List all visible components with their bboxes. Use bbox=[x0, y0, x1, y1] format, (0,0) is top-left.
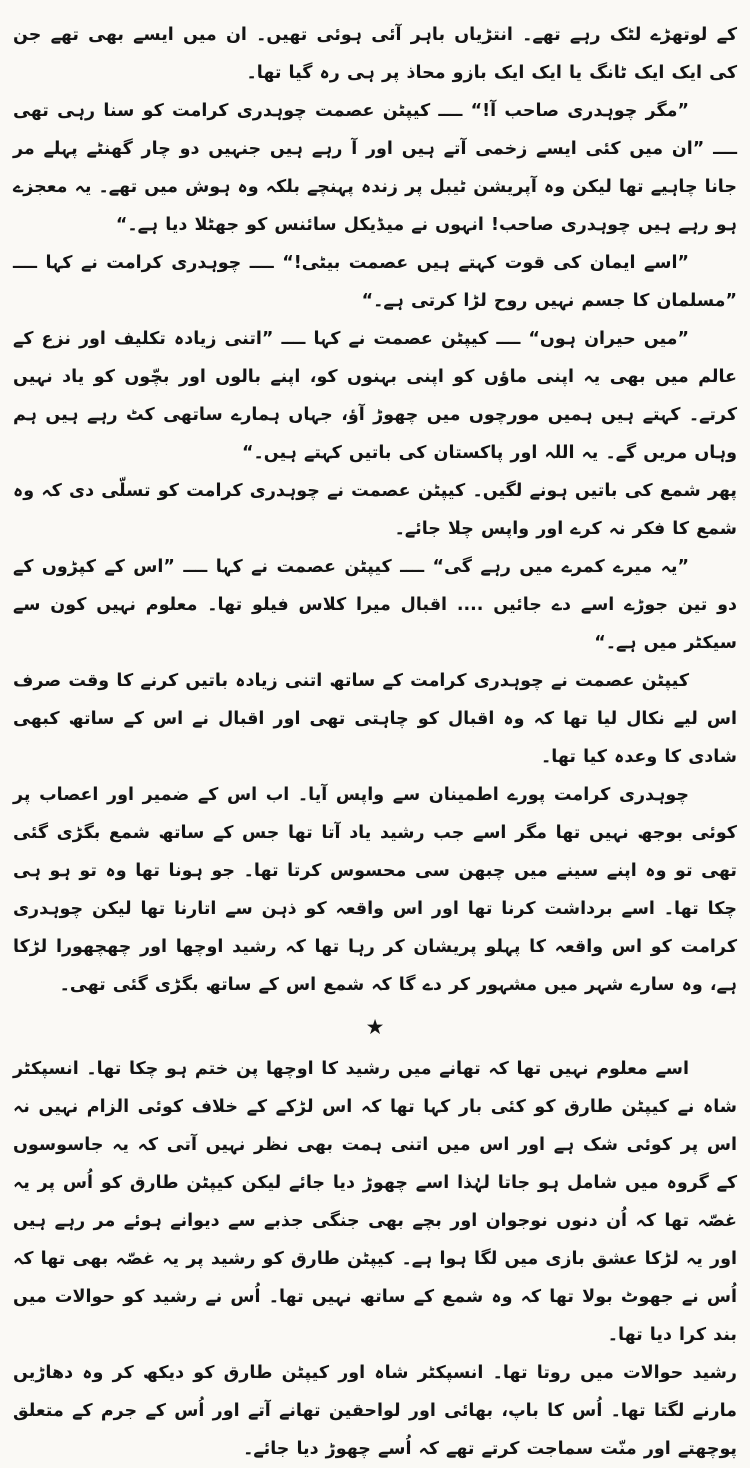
paragraph: اسے معلوم نہیں تھا کہ تھانے میں رشید کا اوچھا پن ختم ہو چکا تھا۔ انسپکٹر شاہ نے کیپٹن طارق کو کئی بار کہا تھا کہ اس لڑکے کے خلاف کوئی الزام نہیں نہ اس پر کوئی شک ہے اور اس میں اتنی ہمت بھی نظر نہیں آتی کہ یہ جاسوسوں کے گروہ میں شامل ہو جاتا لہٰذا اسے چھوڑ دیا جائے لیکن کیپٹن طارق کو اُس پر یہ غصّہ تھا کہ اُن دنوں نوجوان اور بچے بھی جنگی جذبے سے دیوانے ہوئے مر رہے ہیں اور یہ لڑکا عشق بازی میں لگا ہوا ہے۔ کیپٹن طارق کو رشید پر یہ غصّہ بھی تھا کہ اُس نے جھوٹ بولا تھا کہ وہ شمع کے ساتھ نہیں تھا۔ اُس نے رشید کو حوالات میں بند کرا دیا تھا۔ bbox=[13, 1059, 737, 1345]
paragraph: کے لوتھڑے لٹک رہے تھے۔ انتڑیاں باہر آئی ہوئی تھیں۔ ان میں ایسے بھی تھے جن کی ایک ایک ٹانگ یا ایک ایک بازو محاذ پر ہی رہ گیا تھا۔ bbox=[13, 25, 737, 83]
paragraph: ”یہ میرے کمرے میں رہے گی“ ــــ کیپٹن عصمت نے کہا ــــ ”اس کے کپڑوں کے دو تین جوڑے اسے دے جائیں .... اقبال میرا کلاس فیلو تھا۔ معلوم نہیں کون سے سیکٹر میں ہے۔“ bbox=[13, 557, 737, 653]
text-block bbox=[13, 16, 737, 1468]
paragraph: چوہدری کرامت پورے اطمینان سے واپس آیا۔ اب اس کے ضمیر اور اعصاب پر کوئی بوجھ نہیں تھا مگر اسے جب رشید یاد آتا تھا جس کے ساتھ شمع بگڑی گئی تھی تو وہ اپنے سینے میں چبھن سی محسوس کرتا تھا۔ جو ہونا تھا وہ تو ہو ہی چکا تھا۔ اسے برداشت کرنا تھا اور اس واقعہ کو ذہن سے اتارنا تھا لیکن چوہدری کرامت کو اس واقعہ کا پہلو پریشان کر رہا تھا کہ رشید اوچھا اور چھچھورا لڑکا ہے، وہ سارے شہر میں مشہور کر دے گا کہ شمع اس کے ساتھ بگڑی گئی تھی۔ bbox=[13, 785, 737, 995]
paragraph: ”میں حیران ہوں“ ــــ کیپٹن عصمت نے کہا ــــ ”اتنی زیادہ تکلیف اور نزع کے عالم میں بھی یہ اپنی ماؤں کو اپنی بہنوں کو، اپنے بالوں اور بچّوں کو یاد نہیں کرتے۔ کہتے ہیں ہمیں مورچوں میں چھوڑ آؤ، جہاں ہمارے ساتھی کٹ رہے ہیں ہم وہاں مریں گے۔ یہ اللہ اور پاکستان کی باتیں کہتے ہیں۔“ bbox=[13, 329, 737, 463]
paragraph: ”اسے ایمان کی قوت کہتے ہیں عصمت بیٹی!“ ــــ چوہدری کرامت نے کہا ــــ ”مسلمان کا جسم نہیں روح لڑا کرتی ہے۔“ bbox=[13, 253, 737, 311]
section-divider-star-icon: ★ bbox=[365, 1015, 385, 1039]
paragraph: کیپٹن عصمت نے چوہدری کرامت کے ساتھ اتنی زیادہ باتیں کرنے کا وقت صرف اس لیے نکال لیا تھا کہ وہ اقبال کو چاہتی تھی اور اقبال نے اس کے ساتھ کبھی شادی کا وعدہ کیا تھا۔ bbox=[13, 671, 737, 767]
paragraph: ”مگر چوہدری صاحب آ!“ ــــ کیپٹن عصمت چوہدری کرامت کو سنا رہی تھی ــــ ”ان میں کئی ایسے زخمی آتے ہیں اور آ رہے ہیں جنہیں دو چار گھنٹے پہلے مر جانا چاہیے تھا لیکن وہ آپریشن ٹیبل پر زندہ پہنچے بلکہ وہ ہوش میں تھے۔ یہ معجزے ہو رہے ہیں چوہدری صاحب! انہوں نے میڈیکل سائنس کو جھٹلا دیا ہے۔“ bbox=[13, 101, 737, 235]
paragraph: رشید حوالات میں روتا تھا۔ انسپکٹر شاہ اور کیپٹن طارق کو دیکھ کر وہ دھاڑیں مارنے لگتا تھا۔ اُس کا باپ، بھائی اور لواحقین تھانے آتے اور اُس کے جرم کے متعلق پوچھتے اور منّت سماجت کرتے تھے کہ اُسے چھوڑ دیا جائے۔ bbox=[13, 1363, 737, 1459]
paragraph: پھر شمع کی باتیں ہونے لگیں۔ کیپٹن عصمت نے چوہدری کرامت کو تسلّی دی کہ وہ شمع کا فکر نہ کرے اور واپس چلا جائے۔ bbox=[13, 481, 737, 539]
